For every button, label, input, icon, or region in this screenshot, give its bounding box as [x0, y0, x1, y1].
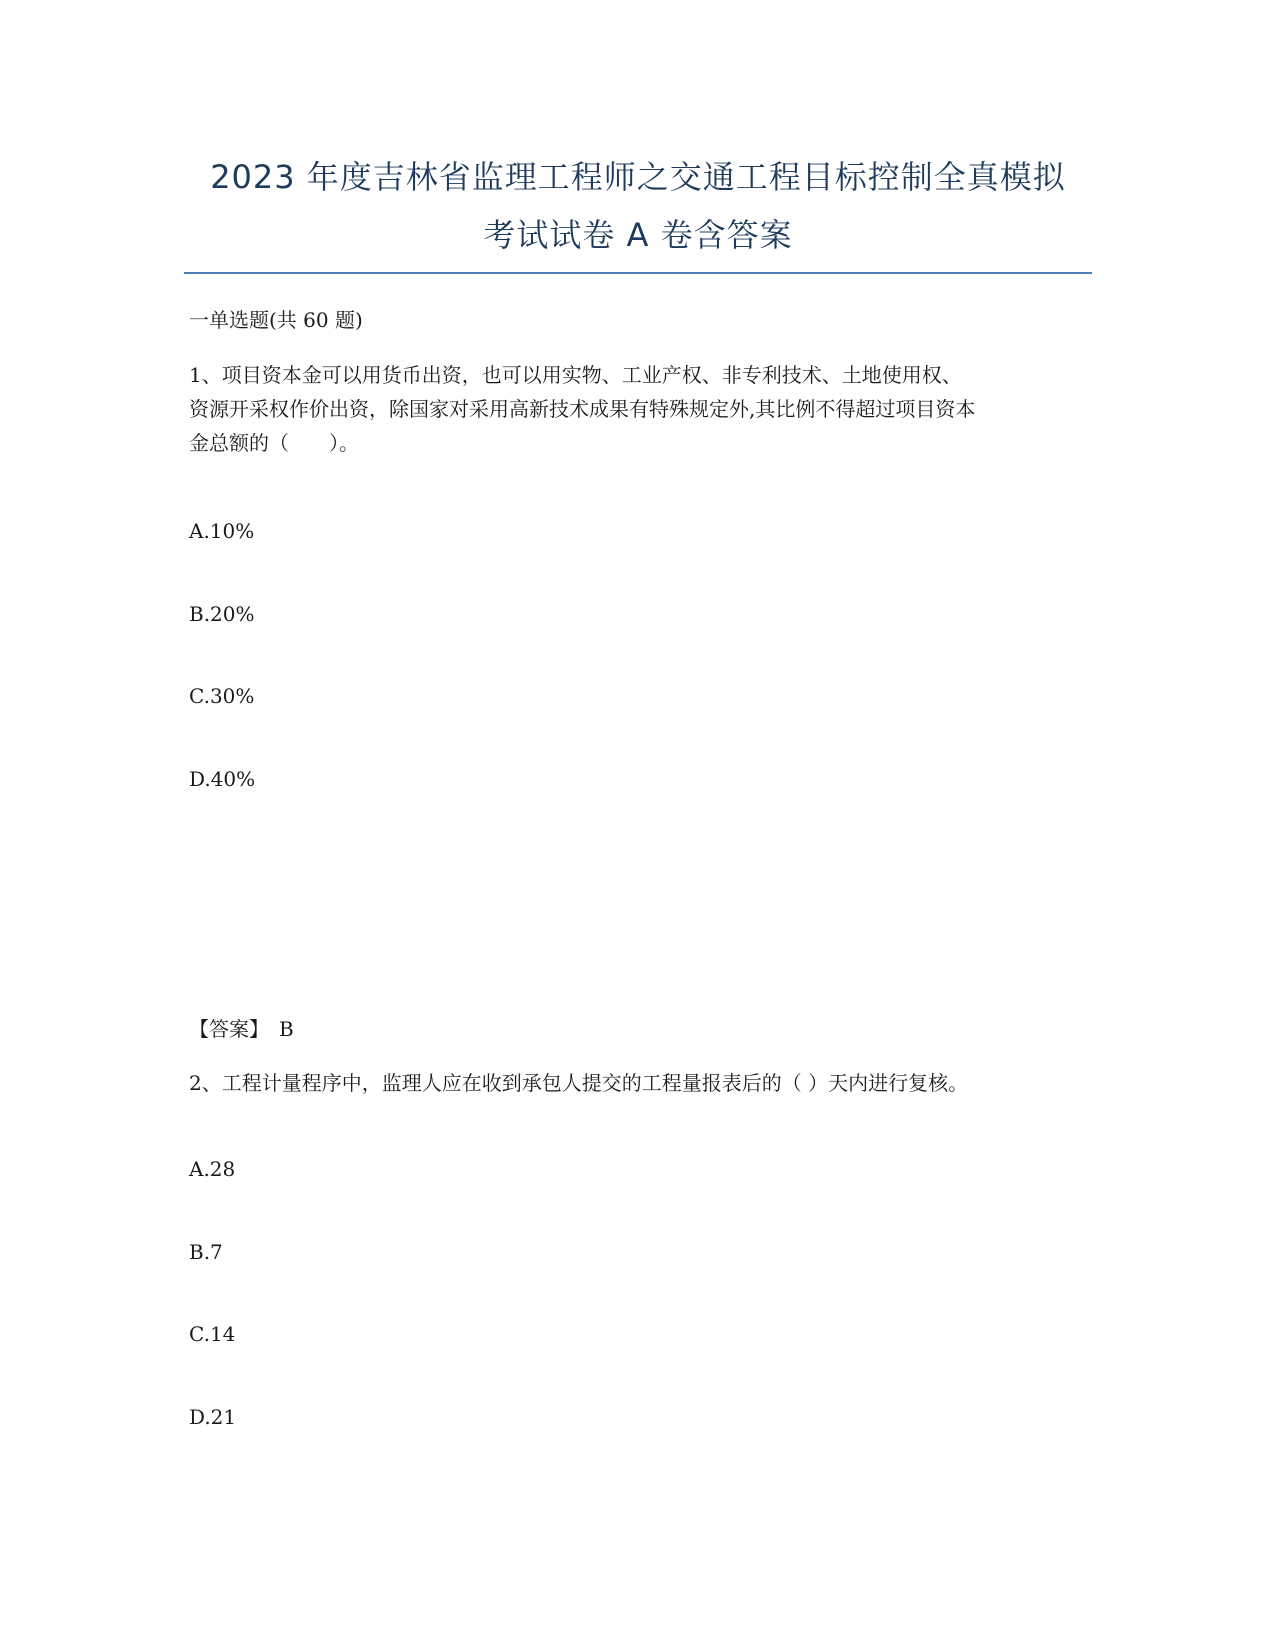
question-1-option-b: B.20%	[189, 602, 255, 626]
question-1-option-c: C.30%	[189, 684, 255, 708]
question-2-option-c: C.14	[189, 1322, 236, 1346]
section-heading: 一单选题(共 60 题)	[189, 308, 363, 332]
question-1-answer: 【答案】 B	[189, 1017, 294, 1041]
document-title	[184, 148, 1092, 264]
question-2-option-b: B.7	[189, 1240, 223, 1264]
question-1-line-2: 资源开采权作价出资，除国家对采用高新技术成果有特殊规定外,其比例不得超过项目资本	[189, 397, 976, 421]
question-2-option-d: D.21	[189, 1405, 237, 1429]
title-divider	[184, 272, 1092, 274]
question-2-line-1: 2、工程计量程序中，监理人应在收到承包人提交的工程量报表后的（ ）天内进行复核。	[189, 1071, 969, 1095]
question-1-line-1: 1、项目资本金可以用货币出资，也可以用实物、工业产权、非专利技术、土地使用权、	[189, 363, 962, 387]
question-1-stem	[189, 358, 1089, 460]
title-line-1: 2023 年度吉林省监理工程师之交通工程目标控制全真模拟	[210, 158, 1066, 196]
title-line-2: 考试试卷 A 卷含答案	[483, 216, 793, 254]
question-2-stem	[189, 1066, 1089, 1100]
question-2-option-a: A.28	[189, 1157, 236, 1181]
question-1-option-a: A.10%	[189, 519, 255, 543]
question-1-option-d: D.40%	[189, 767, 256, 791]
question-1-line-3: 金总额的（ ）。	[189, 431, 359, 455]
